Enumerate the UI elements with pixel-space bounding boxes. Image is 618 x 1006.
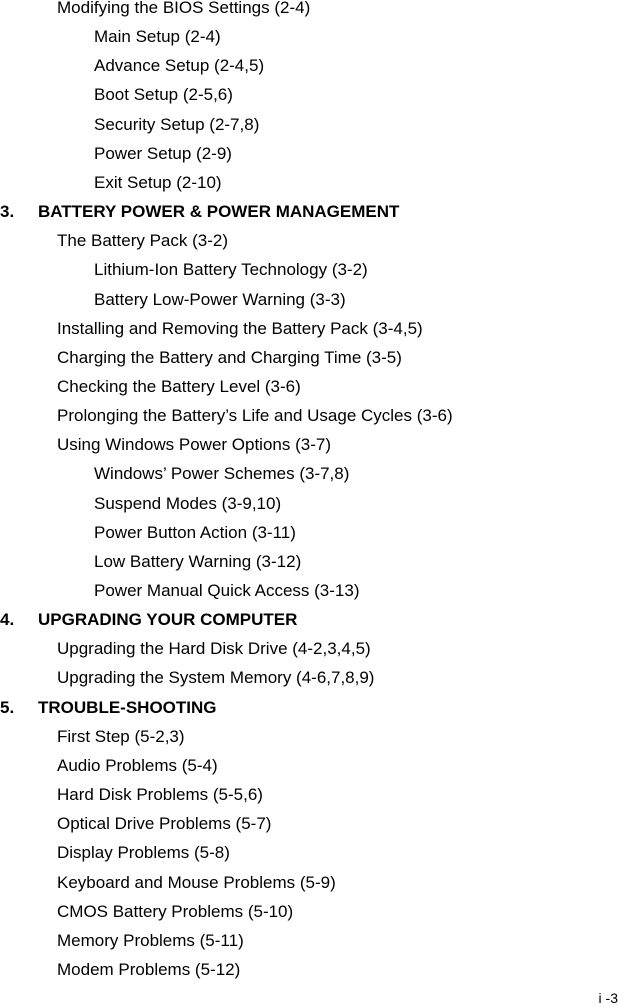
toc-section-entry: Hard Disk Problems (5-5,6)	[57, 785, 263, 804]
toc-subsection-entry: Exit Setup (2-10)	[94, 172, 222, 192]
toc-subsection-entry: Battery Low-Power Warning (3-3)	[94, 289, 346, 309]
toc-section-entry: Using Windows Power Options (3-7)	[57, 435, 331, 455]
page-number: i -3	[598, 990, 618, 1006]
toc-section-entry: Charging the Battery and Charging Time (3-5)	[57, 347, 402, 367]
toc-section-entry: CMOS Battery Problems (5-10)	[57, 901, 294, 921]
toc-subsection-entry: Low Battery Warning (3-12)	[94, 551, 302, 571]
toc-chapter-title: TROUBLE-SHOOTING	[38, 697, 217, 717]
toc-section-entry: Optical Drive Problems (5-7)	[57, 814, 272, 834]
toc-section-entry: Upgrading the Hard Disk Drive (4-2,3,4,5)	[57, 639, 371, 659]
toc-section-entry: Keyboard and Mouse Problems (5-9)	[57, 872, 336, 892]
toc-subsection-entry: Suspend Modes (3-9,10)	[94, 493, 282, 513]
toc-section-entry: Prolonging the Battery’s Life and Usage Cycles (3-6)	[57, 406, 453, 426]
toc-chapter-number: 5.	[0, 697, 15, 717]
toc-chapter-number: 4.	[0, 610, 15, 630]
toc-section-entry: Modem Problems (5-12)	[57, 959, 241, 979]
toc-section-entry: The Battery Pack (3-2)	[57, 231, 229, 251]
toc-subsection-entry: Advance Setup (2-4,5)	[94, 56, 265, 76]
toc-subsection-entry: Boot Setup (2-5,6)	[94, 85, 233, 105]
toc-section-entry: Checking the Battery Level (3-6)	[57, 376, 301, 396]
toc-section-entry: Modifying the BIOS Settings (2-4)	[57, 0, 311, 17]
toc-subsection-entry: Main Setup (2-4)	[94, 27, 221, 47]
toc-section-entry: Display Problems (5-8)	[57, 843, 230, 863]
toc-subsection-entry: Lithium-Ion Battery Technology (3-2)	[94, 260, 368, 280]
toc-chapter-title: BATTERY POWER & POWER MANAGEMENT	[38, 202, 400, 221]
toc-subsection-entry: Windows’ Power Schemes (3-7,8)	[94, 464, 350, 484]
toc-chapter-number: 3.	[0, 202, 15, 221]
toc-section-entry: Memory Problems (5-11)	[57, 930, 244, 950]
toc-chapter-title: UPGRADING YOUR COMPUTER	[38, 610, 298, 630]
toc-subsection-entry: Power Button Action (3-11)	[94, 522, 296, 542]
toc-subsection-entry: Power Manual Quick Access (3-13)	[94, 581, 360, 600]
toc-section-entry: Installing and Removing the Battery Pack (3-4,5)	[57, 318, 423, 338]
toc-section-entry: Upgrading the System Memory (4-6,7,8,9)	[57, 668, 375, 688]
toc-subsection-entry: Power Setup (2-9)	[94, 143, 232, 163]
toc-subsection-entry: Security Setup (2-7,8)	[94, 114, 260, 134]
toc-section-entry: First Step (5-2,3)	[57, 726, 185, 746]
toc-section-entry: Audio Problems (5-4)	[57, 755, 218, 775]
